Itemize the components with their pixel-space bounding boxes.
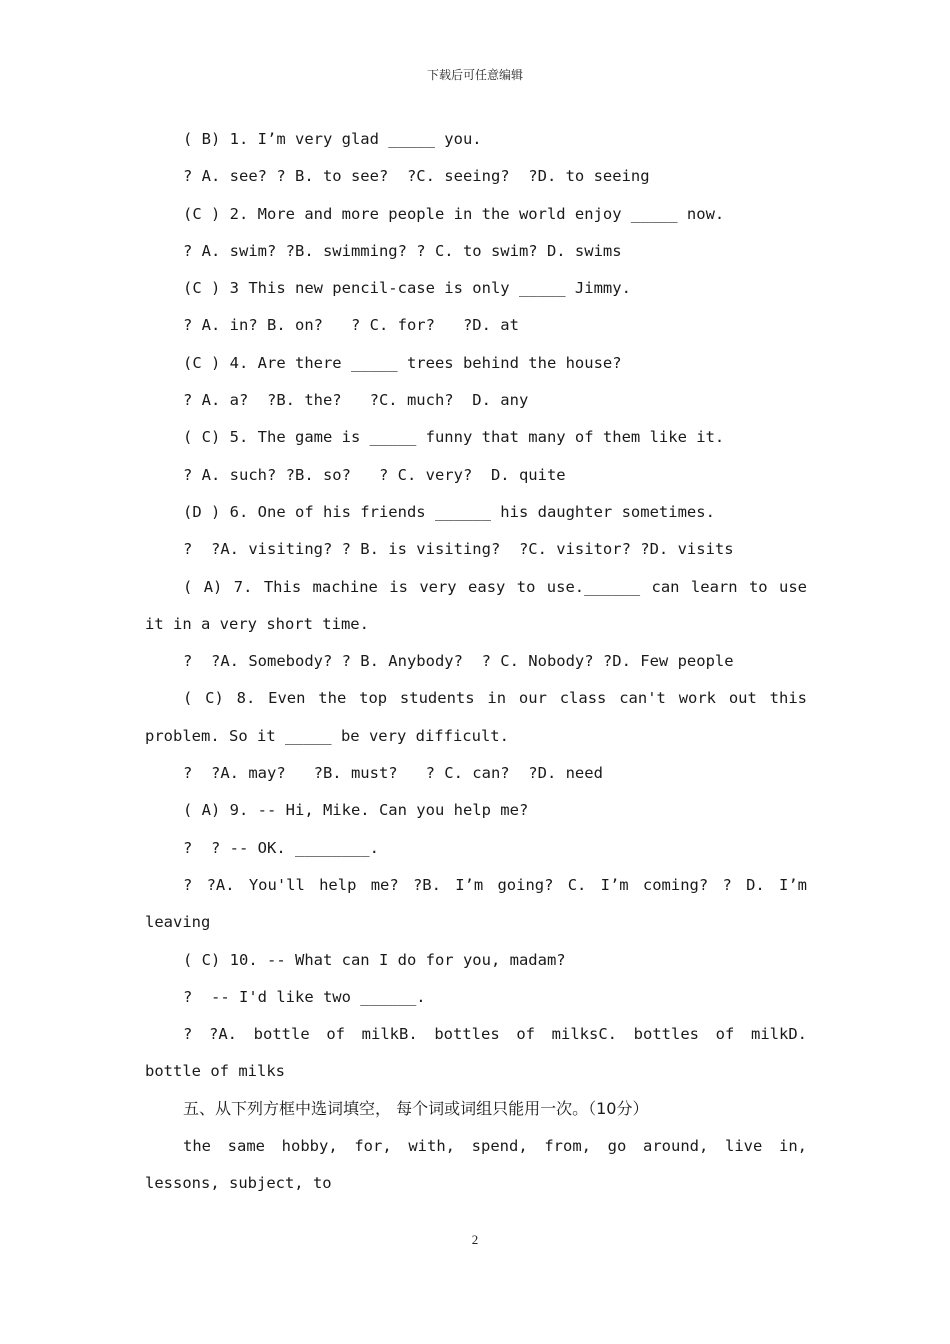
q5-options: ? A. such? ?B. so? ? C. very? D. quite xyxy=(183,465,566,484)
q10-options: ? ?A. bottle of milkB. bottles of milksC. bottles of milkD. xyxy=(183,1025,807,1044)
q6-options: ? ?A. visiting? ? B. is visiting? ?C. visitor? ?D. visits xyxy=(183,540,734,559)
word-box: the same hobby, for, with, spend, from, go around, live in, xyxy=(183,1137,807,1156)
q9-stem: ( A) 9. -- Hi, Mike. Can you help me? xyxy=(183,801,529,820)
q4-options: ? A. a? ?B. the? ?C. much? D. any xyxy=(183,391,529,410)
q7-options: ? ?A. Somebody? ? B. Anybody? ? C. Nobody? ?D. Few people xyxy=(183,652,734,671)
section-five-heading: 五、从下列方框中选词填空， 每个词或词组只能用一次。（10分） xyxy=(183,1098,649,1118)
q8-stem: ( C) 8. Even the top students in our class can't work out this xyxy=(183,689,807,708)
q7-stem-cont: it in a very short time. xyxy=(145,614,369,633)
q7-stem: ( A) 7. This machine is very easy to use.______ can learn to use xyxy=(183,577,807,596)
q2-options: ? A. swim? ?B. swimming? ? C. to swim? D. swims xyxy=(183,241,622,260)
q9-options: ? ?A. You'll help me? ?B. I’m going? C. I’m coming? ? D. I’m xyxy=(183,875,807,894)
q10-response: ? -- I'd like two ______. xyxy=(183,987,426,1006)
q6-stem: (D ) 6. One of his friends ______ his daughter sometimes. xyxy=(183,502,715,521)
q10-stem: ( C) 10. -- What can I do for you, madam? xyxy=(183,950,566,969)
word-box-cont: lessons, subject, to xyxy=(145,1174,332,1193)
q2-stem: (C ) 2. More and more people in the world enjoy _____ now. xyxy=(183,204,725,223)
page-header: 下载后可任意编辑 xyxy=(426,68,523,82)
q1-options: ? A. see? ? B. to see? ?C. seeing? ?D. to seeing xyxy=(183,167,650,186)
q8-options: ? ?A. may? ?B. must? ? C. can? ?D. need xyxy=(183,764,603,783)
q3-options: ? A. in? B. on? ? C. for? ?D. at xyxy=(183,316,519,335)
q9-response: ? ? -- OK. ________. xyxy=(183,838,379,857)
page-number: 2 xyxy=(471,1232,479,1247)
q8-stem-cont: problem. So it _____ be very difficult. xyxy=(145,726,509,745)
q1-stem: ( B) 1. I’m very glad _____ you. xyxy=(183,130,482,148)
q9-options-cont: leaving xyxy=(145,913,211,932)
q5-stem: ( C) 5. The game is _____ funny that many of them like it. xyxy=(183,428,725,447)
document-body xyxy=(145,124,807,1206)
q3-stem: (C ) 3 This new pencil-case is only _____ Jimmy. xyxy=(183,279,631,298)
q4-stem: (C ) 4. Are there _____ trees behind the house? xyxy=(183,353,622,372)
q10-options-cont: bottle of milks xyxy=(145,1062,285,1081)
